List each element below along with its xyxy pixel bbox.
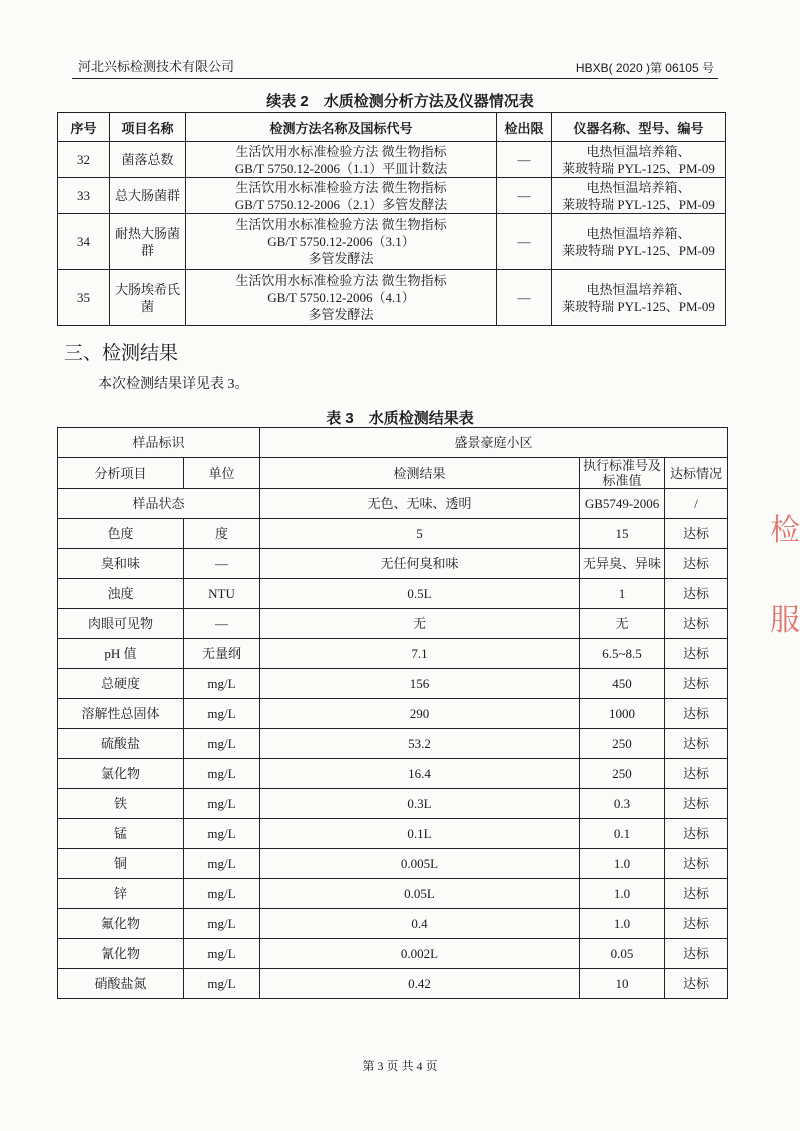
col-header-standard: 执行标准号及标准值 [580,458,665,489]
analysis-item: 肉眼可见物 [58,609,184,639]
result-cell: 290 [260,699,580,729]
method-cell-line: GB/T 5750.12-2006（4.1） [267,290,415,305]
standard-cell: 无 [580,609,665,639]
analysis-item: 铁 [58,789,184,819]
row-number: 32 [58,142,110,178]
unit-cell: mg/L [184,669,260,699]
analysis-item: 锰 [58,819,184,849]
method-cell [186,270,497,326]
standard-cell: 0.1 [580,819,665,849]
item-name: 总大肠菌群 [110,178,186,214]
method-cell-line: 生活饮用水标准检验方法 微生物指标 [235,143,447,159]
status-cell: 达标 [665,579,728,609]
result-cell: 16.4 [260,759,580,789]
table-row [58,609,728,639]
instrument-cell [552,142,726,178]
unit-cell: mg/L [184,789,260,819]
analysis-item: 溶解性总固体 [58,699,184,729]
table-row [58,699,728,729]
analysis-item: 氰化物 [58,939,184,969]
method-cell [186,178,497,214]
result-cell: 0.3L [260,789,580,819]
result-cell: 0.05L [260,879,580,909]
standard-cell: 1 [580,579,665,609]
unit-cell: NTU [184,579,260,609]
col-header-analysis-item: 分析项目 [58,458,184,489]
detection-limit: — [497,178,552,214]
row-number: 34 [58,214,110,270]
standard-cell: 无异臭、异味 [580,549,665,579]
col-header-instrument: 仪器名称、型号、编号 [552,113,726,142]
instrument-cell [552,214,726,270]
standard-cell: 0.05 [580,939,665,969]
col-header-status: 达标情况 [665,458,728,489]
header-rule [72,78,718,79]
table-row [58,214,726,270]
status-cell: 达标 [665,729,728,759]
standard-cell: 1000 [580,699,665,729]
method-cell-line: 多管发酵法 [308,307,374,322]
instrument-cell-line: 莱玻特瑞 PYL-125、PM-09 [562,160,715,176]
method-cell-line: GB/T 5750.12-2006（1.1）平皿计数法 [234,160,448,176]
unit-cell: — [184,549,260,579]
instrument-cell-line: 莱玻特瑞 PYL-125、PM-09 [562,242,715,258]
table-row [58,178,726,214]
status-cell: 达标 [665,639,728,669]
detection-limit: — [497,214,552,270]
table-row [58,669,728,699]
analysis-item: 总硬度 [58,669,184,699]
unit-cell: — [184,609,260,639]
analysis-item: 硫酸盐 [58,729,184,759]
table-row [58,270,726,326]
table-row [58,879,728,909]
status-cell: 达标 [665,849,728,879]
item-name: 大肠埃希氏菌 [110,270,186,326]
method-table [57,112,726,326]
col-header-result: 检测结果 [260,458,580,489]
instrument-cell-line: 电热恒温培养箱、 [586,143,691,159]
status-cell: 达标 [665,669,728,699]
sample-state-row [58,489,728,519]
status-cell: 达标 [665,909,728,939]
col-header-item: 项目名称 [110,113,186,142]
standard-cell: 250 [580,729,665,759]
instrument-cell-line: 电热恒温培养箱、 [586,281,691,297]
result-cell: 0.002L [260,939,580,969]
instrument-cell-line: 电热恒温培养箱、 [586,225,691,241]
analysis-item: 浊度 [58,579,184,609]
col-header-method: 检测方法名称及国标代号 [186,113,497,142]
instrument-cell-line: 莱玻特瑞 PYL-125、PM-09 [562,298,715,314]
status-cell: 达标 [665,879,728,909]
method-cell [186,142,497,178]
standard-cell: 250 [580,759,665,789]
stamp-fragment: 服 [770,604,800,637]
table3-caption: 表 3 水质检测结果表 [326,410,474,427]
method-cell-line: 多管发酵法 [308,251,374,266]
unit-cell: mg/L [184,819,260,849]
result-cell: 无 [260,609,580,639]
item-name: 耐热大肠菌群 [110,214,186,270]
standard-cell: 10 [580,969,665,999]
table-row [58,909,728,939]
result-cell: 无任何臭和味 [260,549,580,579]
unit-cell: 度 [184,519,260,549]
company-name: 河北兴标检测技术有限公司 [78,59,235,74]
detection-limit: — [497,270,552,326]
unit-cell: mg/L [184,879,260,909]
unit-cell: mg/L [184,939,260,969]
status-cell: 达标 [665,759,728,789]
table-row [58,142,726,178]
table-row [58,579,728,609]
row-number: 33 [58,178,110,214]
sample-state-result: 无色、无味、透明 [260,489,580,519]
result-cell: 0.1L [260,819,580,849]
analysis-item: 氟化物 [58,909,184,939]
row-number: 35 [58,270,110,326]
status-cell: 达标 [665,609,728,639]
unit-cell: 无量纲 [184,639,260,669]
status-cell: 达标 [665,969,728,999]
method-cell-line: 生活饮用水标准检验方法 微生物指标 [235,179,447,195]
status-cell: 达标 [665,819,728,849]
result-cell: 0.42 [260,969,580,999]
standard-cell: 1.0 [580,879,665,909]
results-header-row [58,458,728,489]
result-cell: 156 [260,669,580,699]
method-cell [186,214,497,270]
result-cell: 0.5L [260,579,580,609]
method-cell-line: GB/T 5750.12-2006（2.1）多管发酵法 [234,196,448,212]
sample-id-row [58,428,728,458]
sample-id-label: 样品标识 [58,428,260,458]
table-row [58,939,728,969]
instrument-cell-line: 电热恒温培养箱、 [586,179,691,195]
table-row [58,819,728,849]
standard-cell: 6.5~8.5 [580,639,665,669]
method-cell-line: 生活饮用水标准检验方法 微生物指标 [235,273,447,288]
result-cell: 5 [260,519,580,549]
results-table [57,427,728,999]
result-cell: 0.005L [260,849,580,879]
result-cell: 53.2 [260,729,580,759]
sample-state-label: 样品状态 [58,489,260,519]
analysis-item: pH 值 [58,639,184,669]
standard-cell: 450 [580,669,665,699]
stamp-fragment: 检 [770,514,800,547]
col-header-unit: 单位 [184,458,260,489]
unit-cell: mg/L [184,759,260,789]
analysis-item: 锌 [58,879,184,909]
status-cell: 达标 [665,699,728,729]
table-row [58,969,728,999]
report-number: HBXB( 2020 )第 06105 号 [575,61,714,75]
table-row [58,759,728,789]
unit-cell: mg/L [184,849,260,879]
analysis-item: 臭和味 [58,549,184,579]
analysis-item: 硝酸盐氮 [58,969,184,999]
table-row [58,789,728,819]
method-cell-line: GB/T 5750.12-2006（3.1） [267,234,415,249]
analysis-item: 铜 [58,849,184,879]
standard-cell: 1.0 [580,909,665,939]
item-name: 菌落总数 [110,142,186,178]
status-cell: 达标 [665,939,728,969]
table-row [58,729,728,759]
page-number: 第 3 页 共 4 页 [362,1059,438,1073]
detection-limit: — [497,142,552,178]
sample-state-status: / [665,489,728,519]
analysis-item: 色度 [58,519,184,549]
status-cell: 达标 [665,549,728,579]
instrument-cell [552,178,726,214]
instrument-cell [552,270,726,326]
result-cell: 7.1 [260,639,580,669]
status-cell: 达标 [665,519,728,549]
analysis-item: 氯化物 [58,759,184,789]
table2-caption: 续表 2 水质检测分析方法及仪器情况表 [266,93,534,110]
unit-cell: mg/L [184,909,260,939]
standard-cell: 0.3 [580,789,665,819]
section-title: 三、检测结果 [64,343,179,364]
status-cell: 达标 [665,789,728,819]
unit-cell: mg/L [184,969,260,999]
col-header-limit: 检出限 [497,113,552,142]
instrument-cell-line: 莱玻特瑞 PYL-125、PM-09 [562,196,715,212]
col-header-no: 序号 [58,113,110,142]
section-text: 本次检测结果详见表 3。 [98,377,249,392]
standard-cell: 1.0 [580,849,665,879]
table-row [58,849,728,879]
unit-cell: mg/L [184,699,260,729]
result-cell: 0.4 [260,909,580,939]
table-row [58,519,728,549]
sample-id-value: 盛景豪庭小区 [260,428,728,458]
unit-cell: mg/L [184,729,260,759]
method-cell-line: 生活饮用水标准检验方法 微生物指标 [235,217,447,232]
table-row [58,549,728,579]
sample-state-standard: GB5749-2006 [580,489,665,519]
standard-cell: 15 [580,519,665,549]
table-row [58,639,728,669]
method-table-header [58,113,726,142]
